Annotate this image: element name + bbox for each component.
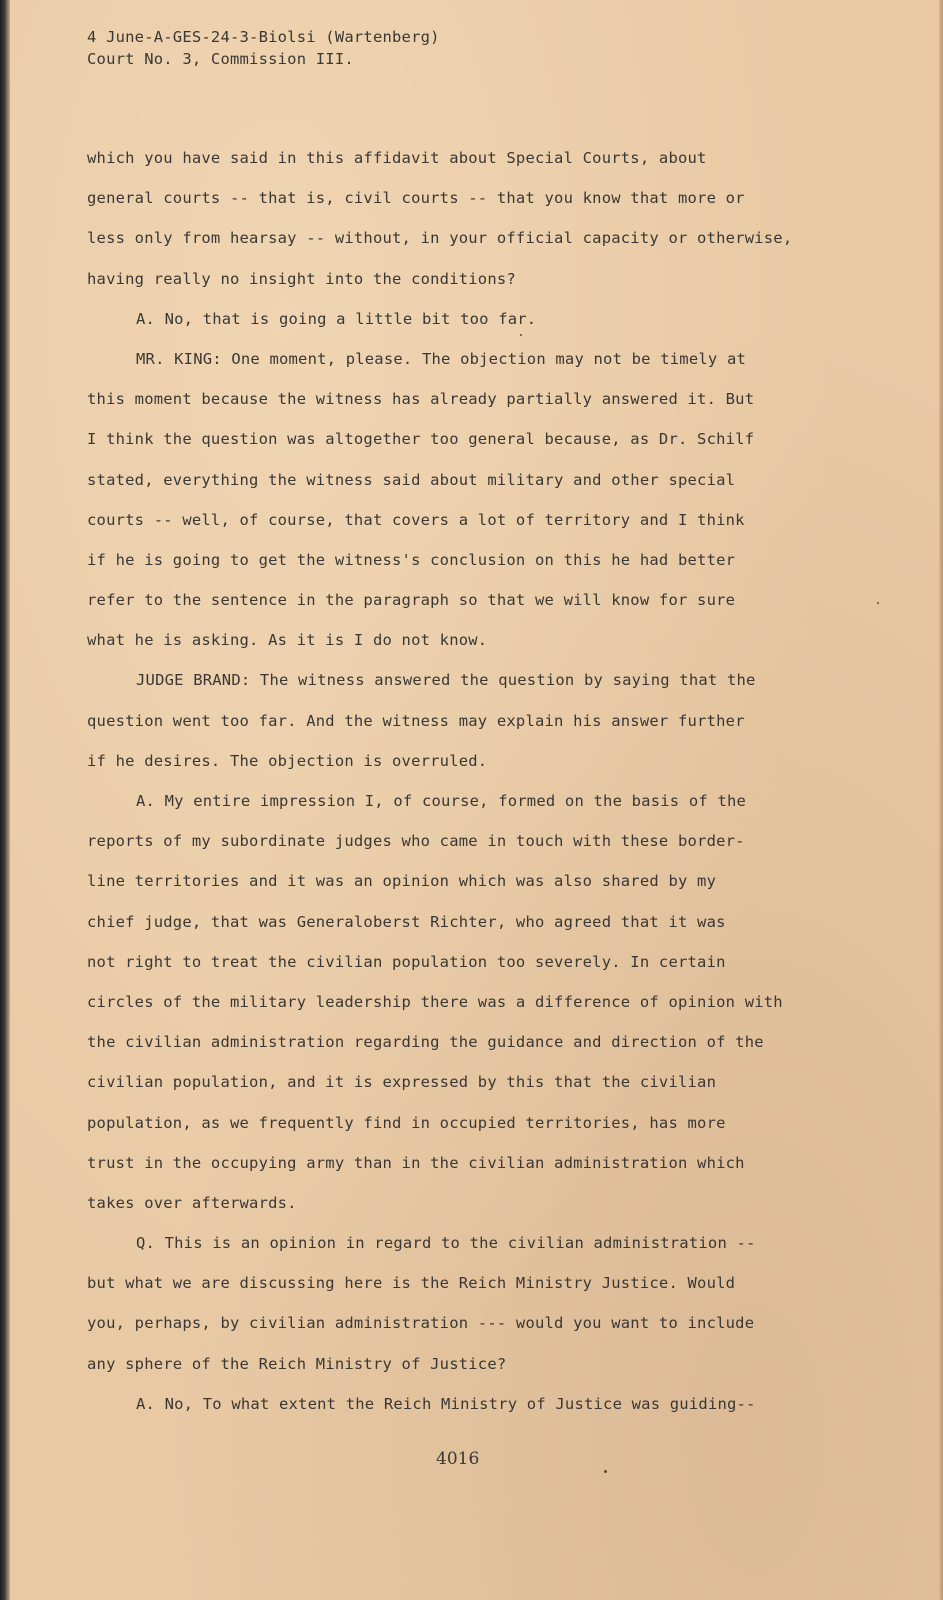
- text-line: I think the question was altogether too general because, as Dr. Schilf: [87, 430, 755, 449]
- text-line: trust in the occupying army than in the civilian administration which: [87, 1153, 745, 1172]
- text-line: circles of the military leadership there was a difference of opinion with: [87, 992, 783, 1011]
- text-line: if he is going to get the witness's conclusion on this he had better: [87, 550, 736, 569]
- ink-speck: [604, 1470, 607, 1473]
- page-number: 4016: [436, 1449, 480, 1469]
- text-line: this moment because the witness has already partially answered it. But: [87, 390, 755, 409]
- text-line: civilian population, and it is expressed by this that the civilian: [87, 1073, 717, 1092]
- text-line: takes over afterwards.: [87, 1193, 297, 1212]
- speaker-line: JUDGE BRAND: The witness answered the question by saying that the: [136, 671, 756, 690]
- paper-edge: [939, 0, 943, 1600]
- question-line: Q. This is an opinion in regard to the civilian administration --: [136, 1234, 756, 1253]
- text-line: general courts -- that is, civil courts -- that you know that more or: [87, 189, 745, 208]
- text-line: question went too far. And the witness may explain his answer further: [87, 711, 745, 730]
- text-line: population, as we frequently find in occupied territories, has more: [87, 1113, 726, 1132]
- text-line: not right to treat the civilian population too severely. In certain: [87, 952, 726, 971]
- text-line: what he is asking. As it is I do not know.: [87, 631, 488, 650]
- text-line: but what we are discussing here is the Reich Ministry Justice. Would: [87, 1274, 736, 1293]
- text-line: which you have said in this affidavit about Special Courts, about: [87, 149, 707, 167]
- text-line: you, perhaps, by civilian administration --- would you want to include: [87, 1314, 755, 1333]
- text-line: courts -- well, of course, that covers a lot of territory and I think: [87, 510, 745, 529]
- speaker-line: MR. KING: One moment, please. The objection may not be timely at: [136, 349, 747, 368]
- document-header: [87, 26, 440, 70]
- text-line: the civilian administration regarding the guidance and direction of the: [87, 1033, 764, 1052]
- text-line: reports of my subordinate judges who came in touch with these border-: [87, 832, 745, 851]
- ink-speck: [877, 602, 879, 604]
- binding-edge: [0, 0, 10, 1600]
- answer-line: A. No, To what extent the Reich Ministry of Justice was guiding--: [136, 1394, 756, 1413]
- text-line: chief judge, that was Generaloberst Richter, who agreed that it was: [87, 912, 726, 931]
- text-line: line territories and it was an opinion which was also shared by my: [87, 872, 717, 891]
- text-line: any sphere of the Reich Ministry of Justice?: [87, 1354, 507, 1373]
- text-line: having really no insight into the conditions?: [87, 269, 516, 288]
- text-line: less only from hearsay -- without, in your official capacity or otherwise,: [87, 229, 793, 248]
- ink-speck: [520, 334, 522, 336]
- text-line: if he desires. The objection is overruled.: [87, 751, 488, 770]
- answer-line: A. My entire impression I, of course, formed on the basis of the: [136, 792, 747, 810]
- answer-line: A. No, that is going a little bit too far.: [136, 309, 537, 328]
- header-line-1: 4 June-A-GES-24-3-Biolsi (Wartenberg): [87, 28, 440, 46]
- text-line: refer to the sentence in the paragraph so that we will know for sure: [87, 591, 736, 610]
- header-line-2: Court No. 3, Commission III.: [87, 50, 354, 68]
- transcript-body: [87, 138, 877, 1424]
- text-line: stated, everything the witness said about military and other special: [87, 470, 736, 489]
